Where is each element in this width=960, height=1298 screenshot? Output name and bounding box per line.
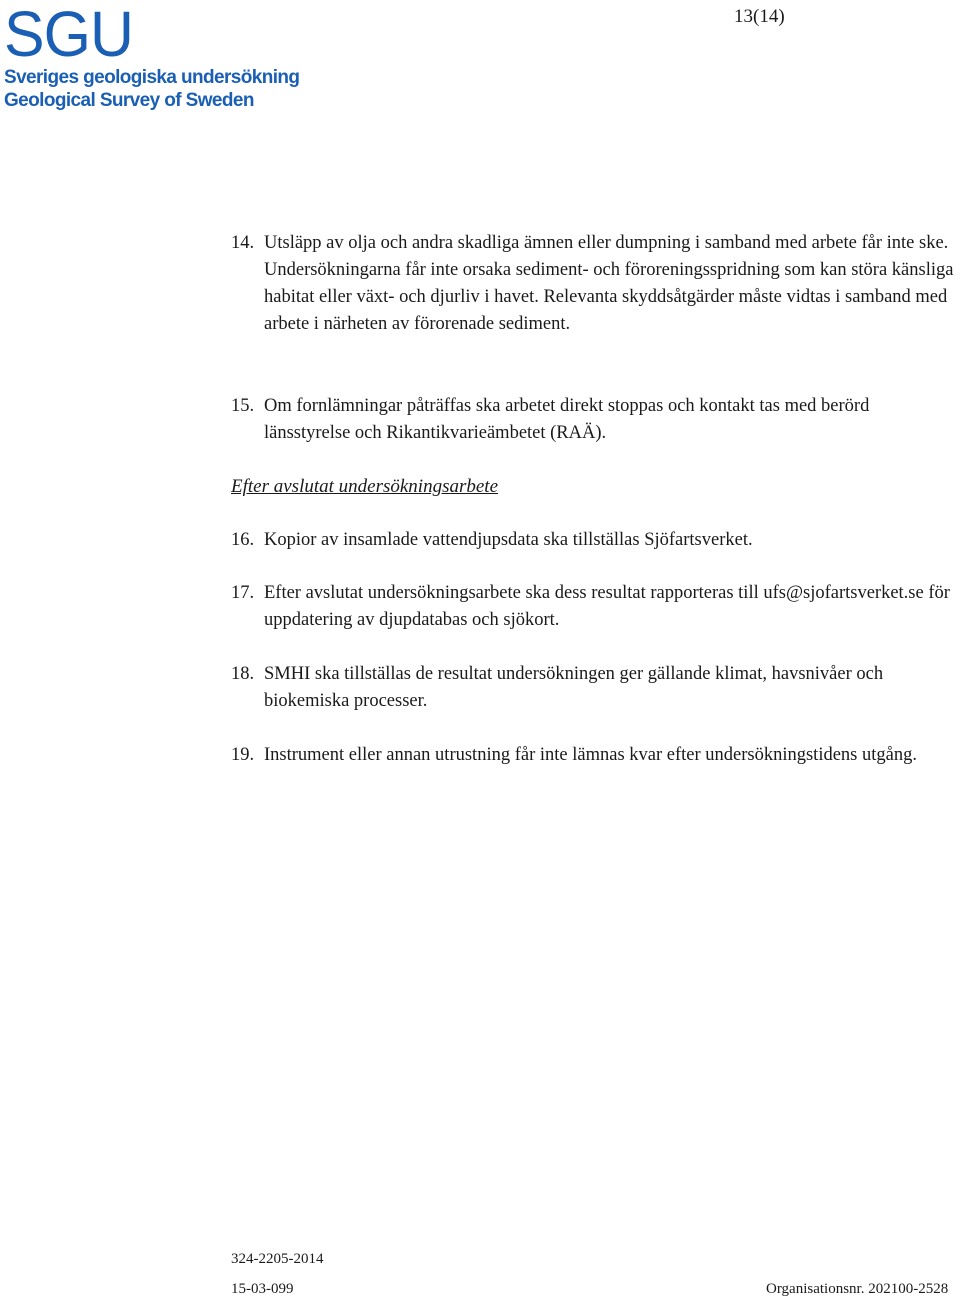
item-text: Om fornlämningar påträffas ska arbetet direkt stoppas och kontakt tas med berörd länsstyrelse och Rikantikvarieämbetet (RAÄ).: [264, 396, 870, 443]
page-number: 13(14): [734, 6, 785, 27]
logo-mark: SGU: [4, 0, 133, 70]
list-item: [231, 580, 957, 634]
list-item: [231, 661, 957, 715]
item-number: 18.: [231, 664, 255, 684]
item-number: 14.: [231, 233, 255, 253]
item-text: Instrument eller annan utrustning får inte lämnas kvar efter undersökningstidens utgång.: [264, 745, 917, 765]
footer-organisation-number: Organisationsnr. 202100-2528: [766, 1281, 949, 1297]
list-item: [231, 742, 957, 769]
item-number: 17.: [231, 583, 255, 603]
section-heading: Efter avslutat undersökningsarbete: [231, 476, 499, 497]
footer-reference-number: 324-2205-2014: [231, 1251, 324, 1267]
item-number: 19.: [231, 745, 255, 765]
list-item: [231, 527, 957, 554]
item-text: Utsläpp av olja och andra skadliga ämnen eller dumpning i samband med arbete får inte ske. Undersökningarna får inte orsaka sediment- och föroreningsspridning som kan störa känsliga habitat eller växt- och djurliv i havet. Relevanta skyddsåtgärder måste vidtas i samband med arbete i närheten av förorenade sediment.: [264, 233, 954, 334]
item-text: Efter avslutat undersökningsarbete ska dess resultat rapporteras till ufs@sjofartsverket.se för uppdatering av djupdatabas och sjökort.: [264, 583, 950, 630]
item-number: 16.: [231, 530, 255, 550]
sgu-logo: [4, 0, 300, 112]
list-item: [231, 230, 957, 338]
logo-name-english: Geological Survey of Sweden: [4, 90, 254, 111]
item-number: 15.: [231, 396, 255, 416]
item-text: SMHI ska tillställas de resultat undersökningen ger gällande klimat, havsnivåer och biokemiska processer.: [264, 664, 884, 711]
logo-name-swedish: Sveriges geologiska undersökning: [4, 67, 300, 88]
item-text: Kopior av insamlade vattendjupsdata ska tillställas Sjöfartsverket.: [264, 530, 753, 550]
footer-date-reference: 15-03-099: [231, 1281, 294, 1297]
list-item: [231, 393, 957, 447]
